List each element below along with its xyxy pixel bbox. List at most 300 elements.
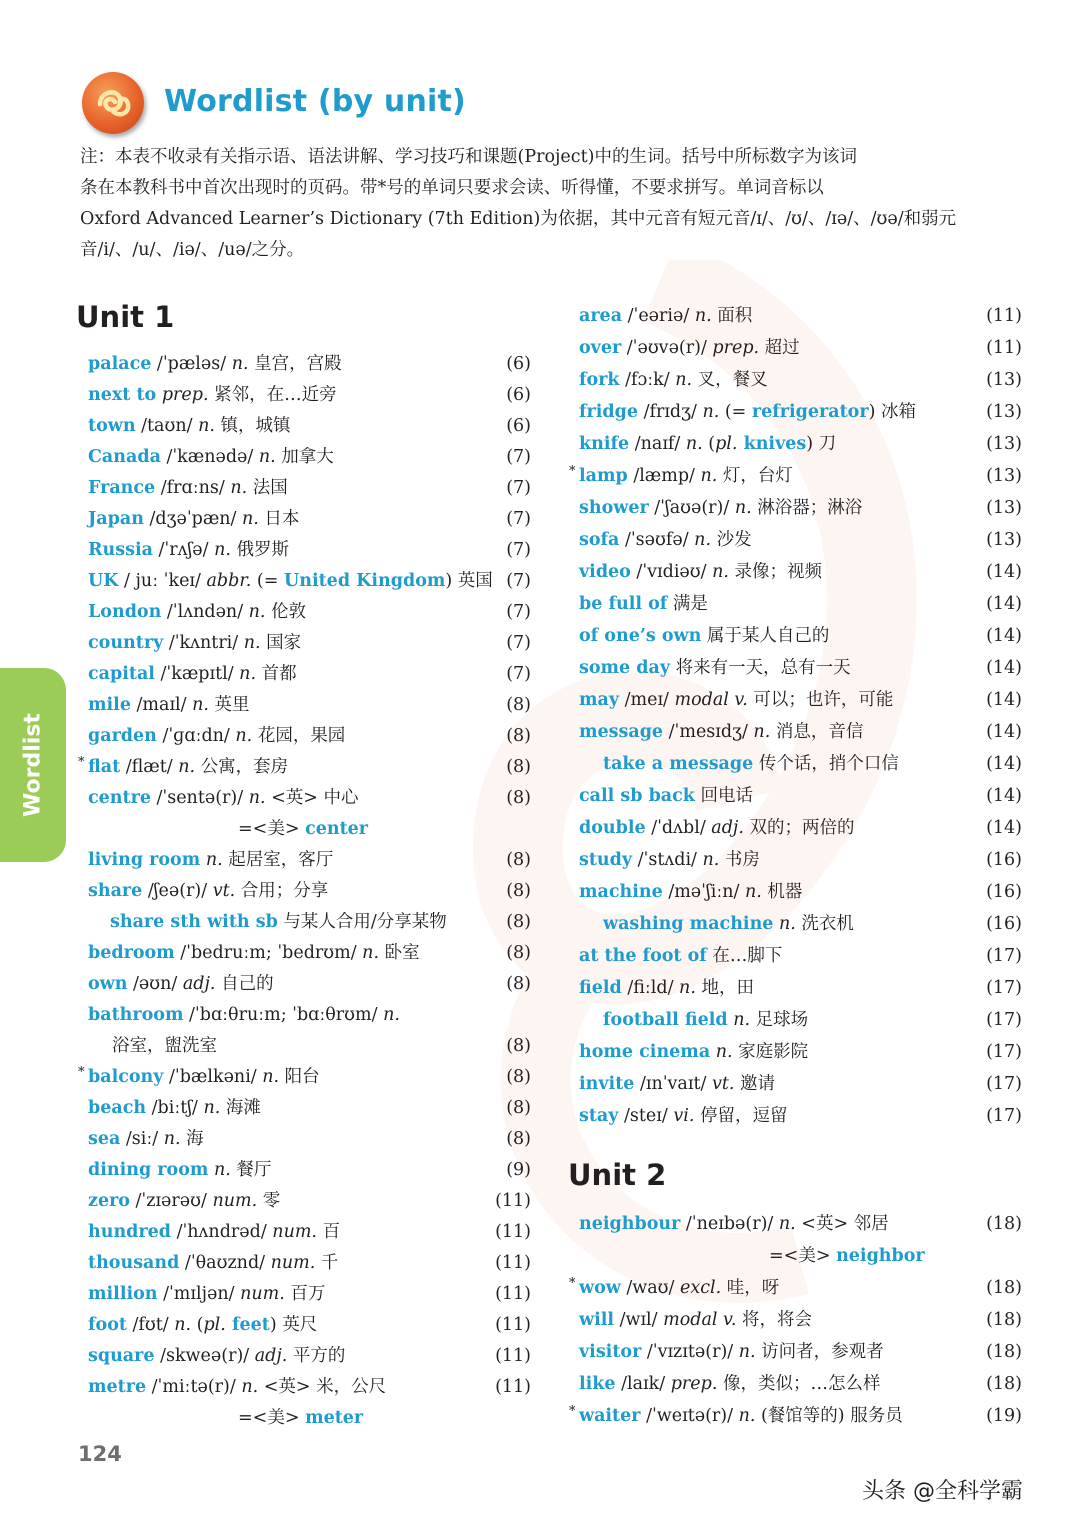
- phonetic: /ˈɡɑːdn/: [156, 726, 236, 746]
- page-reference: (8): [506, 788, 531, 808]
- page-reference: (9): [506, 1160, 531, 1180]
- part-of-speech: vi.: [673, 1106, 695, 1126]
- page-reference: (8): [506, 757, 531, 777]
- phonetic: /məˈʃiːn/: [662, 882, 745, 902]
- phonetic: /ˈsentə(r)/: [150, 788, 249, 808]
- definition: 紧邻，在…近旁: [208, 385, 337, 405]
- headword: zero: [88, 1191, 130, 1211]
- headword: over: [579, 338, 622, 358]
- phonetic: /ˈzɪərəʊ/: [129, 1191, 213, 1211]
- wordlist-entry: [88, 877, 328, 905]
- headword: fridge: [579, 402, 639, 422]
- wordlist-entry: [88, 1280, 325, 1308]
- part-of-speech: n.: [248, 602, 266, 622]
- read-only-marker: *: [569, 1404, 576, 1419]
- headword: some day: [579, 658, 671, 678]
- wordlist-entry: [579, 302, 752, 330]
- page-reference: (14): [986, 562, 1022, 582]
- wordlist-entry: [569, 462, 793, 490]
- phonetic: /steɪ/: [618, 1106, 674, 1126]
- wordlist-entry: [579, 526, 752, 554]
- page-reference: (11): [495, 1346, 531, 1366]
- part-of-speech: adj.: [182, 974, 216, 994]
- phonetic: /ˈmiːtə(r)/: [146, 1377, 242, 1397]
- part-of-speech: excl.: [680, 1278, 722, 1298]
- definition: 海滩: [220, 1098, 261, 1118]
- wordlist-entry: [110, 908, 447, 936]
- definition: ) 冰箱: [868, 402, 916, 422]
- headword: garden: [88, 726, 157, 746]
- headword-variant: United Kingdom: [283, 571, 446, 591]
- phonetic: /ˈlʌndən/: [161, 602, 249, 622]
- headword: share: [88, 881, 143, 901]
- page-reference: (14): [986, 626, 1022, 646]
- headword-variant: refrigerator: [751, 402, 869, 422]
- headword: hundred: [88, 1222, 171, 1242]
- definition: (餐馆等的) 服务员: [755, 1406, 903, 1426]
- headword: balcony: [88, 1067, 164, 1087]
- wordlist-entry: [579, 1102, 787, 1130]
- definition: 卧室: [379, 943, 420, 963]
- definition: (=: [719, 402, 752, 422]
- page-reference: (11): [495, 1377, 531, 1397]
- phonetic: /fʊt/: [126, 1315, 175, 1335]
- headword: area: [579, 306, 623, 326]
- part-of-speech: n.: [258, 447, 276, 467]
- phonetic: /taʊn/: [135, 416, 199, 436]
- part-of-speech: n.: [702, 402, 720, 422]
- page-reference: (8): [506, 912, 531, 932]
- page-reference: (14): [986, 786, 1022, 806]
- definition: 访问者，参观者: [755, 1342, 884, 1362]
- page-reference: (13): [986, 370, 1022, 390]
- unit-1-heading: Unit 1: [76, 300, 175, 334]
- headword-variant: center: [305, 819, 369, 839]
- wordlist-entry: [579, 1306, 812, 1334]
- page-reference: (14): [986, 658, 1022, 678]
- page-reference: (16): [986, 914, 1022, 934]
- entry-continuation: [238, 815, 368, 843]
- wordlist-entry: [88, 474, 288, 502]
- part-of-speech: modal v.: [674, 690, 748, 710]
- page-reference: (8): [506, 695, 531, 715]
- headword: country: [88, 633, 164, 653]
- definition: 花园，果园: [252, 726, 346, 746]
- part-of-speech: n.: [178, 757, 196, 777]
- phonetic: /wɪl/: [614, 1310, 664, 1330]
- definition: 皇宫，宫殿: [248, 354, 342, 374]
- headword: shower: [579, 498, 649, 518]
- headword: knife: [579, 434, 630, 454]
- headword: town: [88, 416, 136, 436]
- headword: machine: [579, 882, 663, 902]
- page-reference: (18): [986, 1374, 1022, 1394]
- wordlist-entry: [88, 536, 289, 564]
- page-reference: (8): [506, 881, 531, 901]
- part-of-speech: n.: [163, 1129, 181, 1149]
- headword: Japan: [88, 509, 144, 529]
- phonetic: /flæt/: [120, 757, 179, 777]
- wordlist-entry: [88, 846, 333, 874]
- wordlist-entry: [88, 629, 301, 657]
- page-reference: (19): [986, 1406, 1022, 1426]
- definition: 百: [317, 1222, 341, 1242]
- page-reference: (17): [986, 1042, 1022, 1062]
- definition: 传个话，捎个口信: [758, 754, 899, 774]
- headword: next to: [88, 385, 157, 405]
- phonetic: /ˈəʊvə(r)/: [621, 338, 713, 358]
- phonetic: /ˈʃaʊə(r)/: [648, 498, 735, 518]
- headword: living room: [88, 850, 201, 870]
- definition: 淋浴器；淋浴: [751, 498, 863, 518]
- wordlist-entry: [88, 1001, 400, 1029]
- page-reference: (13): [986, 434, 1022, 454]
- headword: square: [88, 1346, 155, 1366]
- part-of-speech: n.: [213, 1160, 231, 1180]
- page-reference: (6): [506, 416, 531, 436]
- definition: 地，田: [695, 978, 754, 998]
- definition: ) 英国: [445, 571, 493, 591]
- entry-continuation: [769, 1242, 925, 1270]
- definition: 合用；分享: [235, 881, 329, 901]
- headword: beach: [88, 1098, 147, 1118]
- wordlist-entry: [88, 567, 493, 595]
- part-of-speech: n.: [744, 882, 762, 902]
- headword: double: [579, 818, 646, 838]
- page-reference: (8): [506, 850, 531, 870]
- wordlist-entry: [88, 505, 299, 533]
- definition: 俄罗斯: [230, 540, 289, 560]
- page-reference: (13): [986, 530, 1022, 550]
- phonetic: /maɪl/: [130, 695, 193, 715]
- wordlist-entry: [88, 1125, 204, 1153]
- page-reference: (8): [506, 974, 531, 994]
- definition: (: [191, 1315, 204, 1335]
- definition: <英> 邻居: [795, 1214, 889, 1234]
- wordlist-entry: [88, 381, 337, 409]
- wordlist-entry: [78, 753, 289, 781]
- page-reference: (13): [986, 402, 1022, 422]
- headword: Russia: [88, 540, 153, 560]
- headword: football field: [603, 1010, 728, 1030]
- phonetic: /siː/: [120, 1129, 164, 1149]
- headword: lamp: [579, 466, 628, 486]
- headword: video: [579, 562, 631, 582]
- headword: share sth with sb: [110, 912, 278, 932]
- phonetic: /ˈstʌdi/: [632, 850, 703, 870]
- headword: neighbour: [579, 1214, 681, 1234]
- page-reference: (13): [986, 498, 1022, 518]
- page-reference: (17): [986, 978, 1022, 998]
- note-line: Oxford Advanced Learner’s Dictionary (7th Edition)为依据，其中元音有短元音/ɪ/、/ʊ/、/ɪə/、/ʊə/和弱元: [80, 209, 957, 229]
- headword: of one’s own: [579, 626, 702, 646]
- definition: 像，类似；…怎么样: [717, 1374, 881, 1394]
- wordlist-entry: [88, 1187, 280, 1215]
- headword: France: [88, 478, 156, 498]
- wordlist-entry: [579, 590, 708, 618]
- definition: 国家: [260, 633, 302, 653]
- entry-continuation: [112, 1032, 217, 1060]
- part-of-speech: vt.: [212, 881, 236, 901]
- part-of-speech: pl.: [203, 1315, 226, 1335]
- wordlist-entry: [579, 686, 893, 714]
- part-of-speech: num.: [270, 1253, 316, 1273]
- phonetic: /ˈhʌndrəd/: [171, 1222, 273, 1242]
- phonetic: /ˈbælkəni/: [163, 1067, 263, 1087]
- part-of-speech: n.: [242, 509, 259, 529]
- page-reference: (7): [506, 571, 531, 591]
- part-of-speech: n.: [241, 1377, 259, 1397]
- part-of-speech: n.: [675, 370, 693, 390]
- definition: 海: [180, 1129, 204, 1149]
- part-of-speech: n.: [700, 466, 718, 486]
- wordlist-entry: [579, 974, 754, 1002]
- definition: 沙发: [711, 530, 752, 550]
- definition: 起居室，客厅: [222, 850, 334, 870]
- definition: 公寓，套房: [195, 757, 289, 777]
- phonetic: /ˈkæpɪtl/: [154, 664, 240, 684]
- phonetic: /ˈvɪdiəʊ/: [630, 562, 713, 582]
- page-reference: (7): [506, 633, 531, 653]
- part-of-speech: num.: [272, 1222, 317, 1242]
- phonetic: /ˈvɪzɪtə(r)/: [641, 1342, 739, 1362]
- wordlist-entry: [579, 654, 851, 682]
- wordlist-entry: [579, 398, 916, 426]
- part-of-speech: n.: [231, 354, 249, 374]
- definition: 机器: [761, 882, 803, 902]
- part-of-speech: num.: [240, 1284, 285, 1304]
- wordlist-entry: [579, 814, 854, 842]
- part-of-speech: n.: [203, 1098, 221, 1118]
- headword: visitor: [579, 1342, 642, 1362]
- definition: 零: [257, 1191, 281, 1211]
- definition: 百万: [284, 1284, 326, 1304]
- headword: wow: [579, 1278, 621, 1298]
- headword: flat: [88, 757, 121, 777]
- page-reference: (11): [986, 338, 1022, 358]
- headword-variant: meter: [305, 1408, 364, 1428]
- part-of-speech: abbr.: [206, 571, 252, 591]
- headword: capital: [88, 664, 155, 684]
- continuation-text: =<美>: [238, 819, 306, 839]
- part-of-speech: n.: [685, 434, 703, 454]
- headword-variant: knives: [737, 434, 807, 454]
- part-of-speech: n.: [192, 695, 209, 715]
- headword: may: [579, 690, 620, 710]
- wordlist-entry: [88, 970, 274, 998]
- phonetic: /frɑːns/: [155, 478, 231, 498]
- wordlist-entry: [579, 1370, 880, 1398]
- part-of-speech: n.: [779, 914, 796, 934]
- wordlist-entry: [579, 1338, 884, 1366]
- definition: 将来有一天，总有一天: [675, 658, 851, 678]
- part-of-speech: n.: [248, 788, 266, 808]
- phonetic: /ˈkænədə/: [160, 447, 259, 467]
- page-reference: (8): [506, 943, 531, 963]
- phonetic: /ˈdʌbl/: [645, 818, 712, 838]
- part-of-speech: vt.: [711, 1074, 735, 1094]
- headword: sofa: [579, 530, 620, 550]
- page-reference: (17): [986, 1106, 1022, 1126]
- definition: 录像；视频: [728, 562, 822, 582]
- wordlist-side-tab: [0, 668, 66, 862]
- phonetic: /dʒəˈpæn/: [143, 509, 243, 529]
- headword: bathroom: [88, 1005, 184, 1025]
- phonetic: /waʊ/: [620, 1278, 680, 1298]
- headword: metre: [88, 1377, 147, 1397]
- part-of-speech: n.: [712, 562, 729, 582]
- wordlist-entry: [88, 660, 297, 688]
- phonetic: /ˈneɪbə(r)/: [680, 1214, 779, 1234]
- page-reference: (11): [986, 306, 1022, 326]
- definition: 与某人合用/分享某物: [283, 912, 447, 932]
- page-reference: (13): [986, 466, 1022, 486]
- phonetic: /ɪnˈvaɪt/: [634, 1074, 712, 1094]
- part-of-speech: n.: [702, 850, 720, 870]
- wordlist-entry: [88, 939, 420, 967]
- definition: 将，将会: [736, 1310, 812, 1330]
- phonetic: /fiːld/: [621, 978, 680, 998]
- page-reference: (18): [986, 1342, 1022, 1362]
- headword: study: [579, 850, 633, 870]
- phonetic: /læmp/: [627, 466, 701, 486]
- page-reference: (14): [986, 818, 1022, 838]
- page-reference: (7): [506, 540, 531, 560]
- part-of-speech: adj.: [711, 818, 744, 838]
- part-of-speech: n.: [715, 1042, 733, 1062]
- page-reference: (8): [506, 1129, 531, 1149]
- definition: 属于某人自己的: [706, 626, 830, 646]
- definition: 邀请: [734, 1074, 776, 1094]
- definition: 叉，餐叉: [692, 370, 768, 390]
- headword: Canada: [88, 447, 161, 467]
- definition: <英> 中心: [265, 788, 359, 808]
- phonetic: /ˈsəʊfə/: [619, 530, 695, 550]
- page-number: 124: [78, 1442, 122, 1466]
- definition: 超过: [759, 338, 800, 358]
- wordlist-entry: [88, 1342, 345, 1370]
- headword: like: [579, 1374, 616, 1394]
- part-of-speech: prep.: [161, 385, 209, 405]
- definition: 回电话: [700, 786, 753, 806]
- page-reference: (18): [986, 1310, 1022, 1330]
- phonetic: /əʊn/: [127, 974, 183, 994]
- definition: (: [702, 434, 716, 454]
- part-of-speech: n.: [679, 978, 696, 998]
- definition: 哇，呀: [721, 1278, 780, 1298]
- note-line: 音/i/、/u/、/iə/、/uə/之分。: [80, 240, 305, 260]
- definition: 消息，音信: [770, 722, 864, 742]
- page-reference: (17): [986, 1074, 1022, 1094]
- wordlist-entry: [579, 622, 829, 650]
- headword: own: [88, 974, 128, 994]
- page-reference: (16): [986, 850, 1022, 870]
- part-of-speech: n.: [362, 943, 380, 963]
- headword: centre: [88, 788, 151, 808]
- page-reference: (18): [986, 1278, 1022, 1298]
- wordlist-entry: [88, 722, 345, 750]
- phonetic: /ˈθaʊznd/: [179, 1253, 271, 1273]
- wordlist-entry: [579, 494, 862, 522]
- definition: 首都: [256, 664, 297, 684]
- headword: bedroom: [88, 943, 175, 963]
- wordlist-entry: [88, 443, 334, 471]
- wordlist-entry: [603, 750, 899, 778]
- part-of-speech: n.: [262, 1067, 280, 1087]
- page-reference: (7): [506, 664, 531, 684]
- phonetic: / juː ˈkeɪ/: [118, 571, 207, 591]
- phonetic: /frɪdʒ/: [638, 402, 703, 422]
- part-of-speech: prep.: [712, 338, 760, 358]
- page-reference: (11): [495, 1284, 531, 1304]
- part-of-speech: prep.: [670, 1374, 718, 1394]
- phonetic: /ˈrʌʃə/: [152, 540, 215, 560]
- wordlist-entry: [603, 1006, 808, 1034]
- wordlist-entry: [579, 1070, 775, 1098]
- definition: 足球场: [750, 1010, 809, 1030]
- part-of-speech: n.: [733, 1010, 751, 1030]
- headword: home cinema: [579, 1042, 711, 1062]
- wordlist-entry: [579, 1210, 889, 1238]
- page-reference: (8): [506, 1067, 531, 1087]
- wordlist-entry: [78, 1063, 320, 1091]
- definition: 加拿大: [275, 447, 334, 467]
- page-title: Wordlist (by unit): [164, 84, 466, 119]
- headword: washing machine: [603, 914, 774, 934]
- headword: waiter: [579, 1406, 641, 1426]
- definition: 家庭影院: [732, 1042, 809, 1062]
- entry-continuation: [238, 1404, 363, 1432]
- definition: 洗衣机: [795, 914, 854, 934]
- page-reference: (14): [986, 690, 1022, 710]
- definition: ) 英尺: [269, 1315, 318, 1335]
- phonetic: /ˈpæləs/: [151, 354, 232, 374]
- wordlist-entry: [88, 598, 306, 626]
- part-of-speech: n.: [778, 1214, 796, 1234]
- headword: fork: [579, 370, 620, 390]
- page-reference: (7): [506, 509, 531, 529]
- wordlist-entry: [579, 366, 768, 394]
- page-reference: (7): [506, 602, 531, 622]
- wordlist-entry: [88, 1156, 271, 1184]
- wordlist-entry: [88, 412, 290, 440]
- page-reference: (14): [986, 594, 1022, 614]
- page-reference: (6): [506, 385, 531, 405]
- part-of-speech: n.: [214, 540, 231, 560]
- page-reference: (14): [986, 754, 1022, 774]
- headword: stay: [579, 1106, 619, 1126]
- definition: 满是: [672, 594, 708, 614]
- source-watermark: 头条 @全科学霸: [862, 1479, 1023, 1504]
- definition: 伦敦: [265, 602, 307, 622]
- wordlist-entry: [579, 782, 753, 810]
- part-of-speech: n.: [383, 1005, 400, 1025]
- part-of-speech: n.: [230, 478, 248, 498]
- headword: mile: [88, 695, 131, 715]
- definition: 餐厅: [230, 1160, 272, 1180]
- phonetic: /ˈkʌntri/: [163, 633, 244, 653]
- read-only-marker: *: [569, 464, 576, 479]
- phonetic: /ʃeə(r)/: [142, 881, 213, 901]
- definition: ) 刀: [806, 434, 837, 454]
- page-reference: (7): [506, 447, 531, 467]
- phonetic: /skweə(r)/: [154, 1346, 255, 1366]
- definition: 平方的: [287, 1346, 346, 1366]
- page-reference: (8): [506, 1036, 531, 1056]
- note-line: 注：本表不收录有关指示语、语法讲解、学习技巧和课题(Project)中的生词。括号中所标数字为该词: [80, 147, 857, 167]
- headword: million: [88, 1284, 158, 1304]
- headword: take a message: [603, 754, 754, 774]
